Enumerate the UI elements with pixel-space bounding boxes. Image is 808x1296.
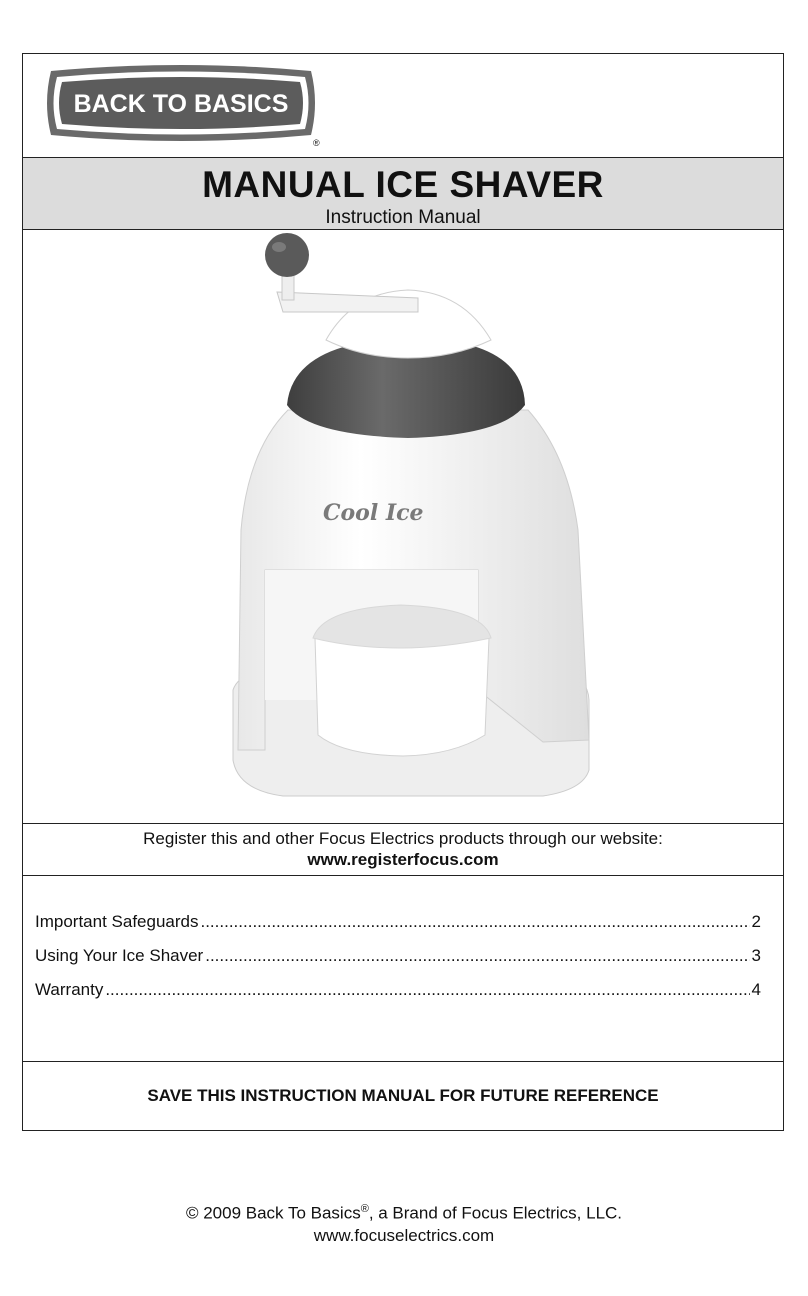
toc-item-page: 4 xyxy=(751,980,761,999)
footer xyxy=(0,1198,808,1247)
copyright-prefix: © 2009 Back To Basics xyxy=(185,1203,361,1223)
toc-item-label: Warranty xyxy=(35,980,104,999)
table-of-contents xyxy=(23,876,783,1062)
toc-item-page: 2 xyxy=(751,912,761,931)
ice-shaver-product-image xyxy=(23,230,783,824)
toc-item-page: 3 xyxy=(751,946,761,965)
toc-leader-dots xyxy=(200,912,749,932)
register-text: Register this and other Focus Electrics products through our website: xyxy=(143,829,663,848)
back-to-basics-logo xyxy=(41,61,321,145)
register-link[interactable]: www.registerfocus.com xyxy=(307,850,499,869)
toc-item[interactable] xyxy=(35,912,761,946)
manual-cover-frame xyxy=(22,53,784,1131)
save-notice: SAVE THIS INSTRUCTION MANUAL FOR FUTURE REFERENCE xyxy=(147,1086,659,1105)
copyright-suffix: , a Brand of Focus Electrics, LLC. xyxy=(368,1203,623,1223)
toc-item-label: Using Your Ice Shaver xyxy=(35,946,204,965)
copyright-line xyxy=(0,1198,808,1225)
page-subtitle: Instruction Manual xyxy=(325,207,481,228)
logo-section xyxy=(23,54,783,158)
toc-leader-dots xyxy=(105,980,749,1000)
product-image-section xyxy=(23,230,783,824)
logo-registered-mark: ® xyxy=(313,138,320,148)
page-title: MANUAL ICE SHAVER xyxy=(202,164,604,205)
save-notice-section xyxy=(23,1062,783,1132)
toc-item[interactable] xyxy=(35,980,761,1014)
register-section xyxy=(23,824,783,876)
title-band xyxy=(23,158,783,230)
footer-website-link[interactable]: www.focuselectrics.com xyxy=(313,1225,495,1245)
toc-item[interactable] xyxy=(35,946,761,980)
cool-ice-brand-text: Cool Ice xyxy=(323,500,424,526)
toc-item-label: Important Safeguards xyxy=(35,912,199,931)
toc-leader-dots xyxy=(205,946,749,966)
registered-mark: ® xyxy=(360,1203,369,1215)
logo-text: BACK TO BASICS xyxy=(73,90,289,118)
